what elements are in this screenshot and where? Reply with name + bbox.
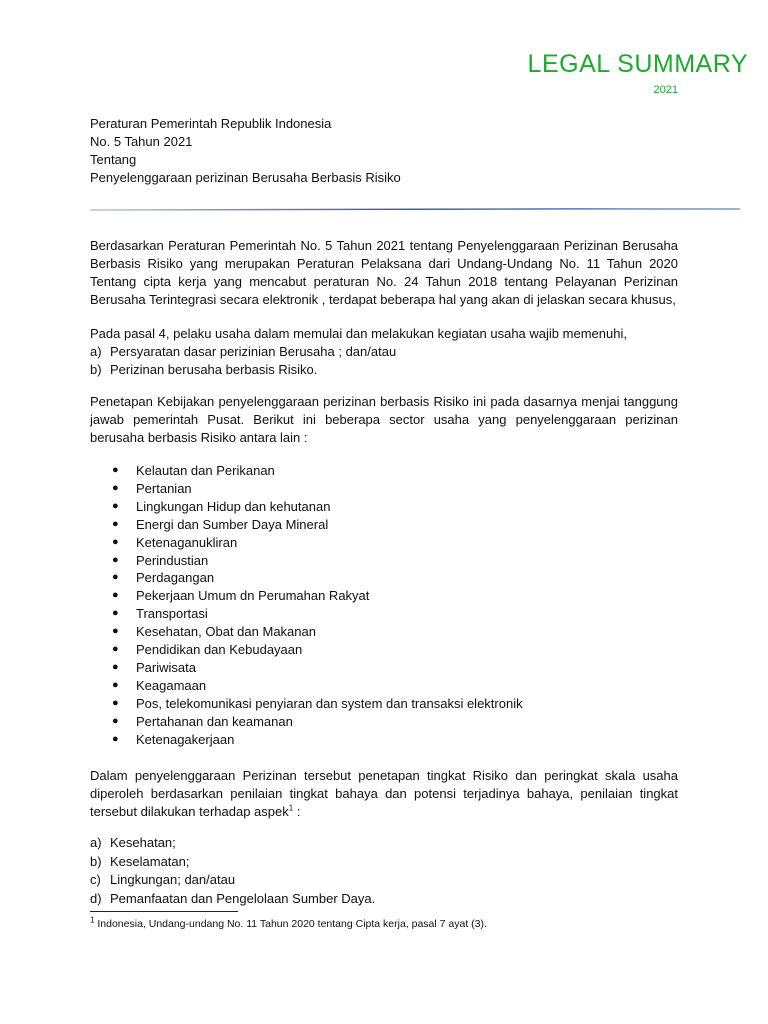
bullet-icon: ● bbox=[112, 696, 119, 709]
list-item bbox=[90, 361, 678, 379]
regulation-line-1: Peraturan Pemerintah Republik Indonesia bbox=[90, 116, 332, 131]
bullet-icon: ● bbox=[112, 589, 119, 602]
list-item bbox=[90, 890, 375, 909]
list-marker: a) bbox=[90, 835, 102, 850]
bullet-icon: ● bbox=[112, 571, 119, 584]
article-4-list bbox=[90, 343, 678, 379]
list-item bbox=[90, 853, 375, 872]
footnote-ref[interactable]: 1 bbox=[288, 803, 294, 813]
sector-text: Ketenagakerjaan bbox=[136, 731, 235, 747]
sector-text: Pendidikan dan Kebudayaan bbox=[136, 642, 303, 658]
list-marker: c) bbox=[90, 872, 101, 887]
list-marker: b) bbox=[90, 853, 102, 869]
article-4-section bbox=[90, 325, 678, 379]
article-4-intro: Pada pasal 4, pelaku usaha dalam memulai dan melakukan kegiatan usaha wajib memenuhi, bbox=[90, 326, 627, 341]
sector-text: Kelautan dan Perikanan bbox=[136, 463, 275, 478]
policy-paragraph: Penetapan Kebijakan penyelenggaraan perizinan berbasis Risiko ini pada dasarnya menjai tanggung jawab pemerintah Pusat. Berikut ini beberapa sector usaha yang penyelenggaraan perizinan berusaha berbasis Risiko antara lain : bbox=[90, 394, 678, 445]
list-item-text: Pemanfaatan dan Pengelolaan Sumber Daya. bbox=[110, 890, 376, 906]
risk-assessment-paragraph bbox=[90, 767, 678, 821]
regulation-heading bbox=[90, 115, 401, 187]
list-item-text: Lingkungan; dan/atau bbox=[110, 872, 236, 887]
aspect-list bbox=[90, 834, 375, 908]
list-marker: b) bbox=[90, 362, 102, 377]
sector-text: Pos, telekomunikasi penyiaran dan system dan transaksi elektronik bbox=[136, 695, 523, 711]
bullet-icon: ● bbox=[112, 678, 119, 691]
bullet-icon: ● bbox=[112, 464, 119, 476]
list-item bbox=[112, 731, 523, 749]
list-item bbox=[112, 587, 523, 605]
regulation-line-3: Tentang bbox=[90, 152, 137, 167]
list-item bbox=[112, 569, 523, 587]
risk-assessment-suffix: : bbox=[293, 804, 301, 819]
document-title: LEGAL SUMMARY bbox=[527, 50, 748, 78]
bullet-icon: ● bbox=[112, 607, 119, 620]
list-item bbox=[112, 677, 523, 695]
list-item-text: Perizinan berusaha berbasis Risiko. bbox=[110, 362, 318, 377]
sector-text: Pertahanan dan keamanan bbox=[136, 713, 293, 729]
sector-text: Pariwisata bbox=[136, 659, 196, 675]
list-item bbox=[112, 695, 523, 713]
sector-text: Kesehatan, Obat dan Makanan bbox=[136, 624, 316, 640]
list-item bbox=[112, 534, 523, 552]
list-item bbox=[112, 605, 523, 623]
bullet-icon: ● bbox=[112, 643, 119, 656]
sector-text: Perindustian bbox=[136, 552, 209, 568]
sector-text: Perdagangan bbox=[136, 570, 215, 586]
bullet-icon: ● bbox=[112, 481, 119, 494]
bullet-icon: ● bbox=[112, 553, 119, 566]
sector-text: Pekerjaan Umum dn Perumahan Rakyat bbox=[136, 588, 370, 604]
document-year: 2021 bbox=[653, 84, 678, 96]
bullet-icon: ● bbox=[112, 732, 119, 745]
list-item bbox=[112, 659, 523, 677]
regulation-line-4: Penyelenggaraan perizinan Berusaha Berbasis Risiko bbox=[90, 170, 401, 185]
sector-list bbox=[112, 462, 523, 749]
bullet-icon: ● bbox=[112, 517, 119, 530]
sector-text: Ketenaganukliran bbox=[136, 534, 238, 550]
list-item bbox=[112, 641, 523, 659]
bullet-icon: ● bbox=[112, 714, 119, 727]
bullet-icon: ● bbox=[112, 535, 119, 548]
list-item bbox=[112, 462, 523, 480]
sector-text: Pertanian bbox=[136, 480, 192, 496]
footnote-text: Indonesia, Undang-undang No. 11 Tahun 2020 tentang Cipta kerja, pasal 7 ayat (3). bbox=[94, 918, 487, 930]
regulation-line-2: No. 5 Tahun 2021 bbox=[90, 134, 193, 149]
sector-text: Transportasi bbox=[136, 606, 208, 622]
footnote-number: 1 bbox=[90, 915, 95, 925]
footnote-separator bbox=[90, 911, 238, 912]
list-item bbox=[90, 343, 678, 361]
bullet-icon: ● bbox=[112, 660, 119, 673]
list-item bbox=[112, 623, 523, 641]
bullet-icon: ● bbox=[112, 499, 119, 512]
list-item bbox=[112, 552, 523, 570]
section-divider bbox=[90, 208, 740, 211]
sector-text: Keagamaan bbox=[136, 677, 207, 693]
list-item bbox=[112, 480, 523, 498]
risk-assessment-text: Dalam penyelenggaraan Perizinan tersebut penetapan tingkat Risiko dan peringkat skala usaha diperoleh berdasarkan penilaian tingkat bahaya dan potensi terjadinya bahaya, penilaian tingkat tersebut dilakukan terhadap aspek bbox=[90, 768, 678, 819]
sector-text: Lingkungan Hidup dan kehutanan bbox=[136, 498, 331, 514]
list-item bbox=[90, 871, 375, 890]
list-item bbox=[112, 713, 523, 731]
list-item-text: Persyaratan dasar perizinian Berusaha ; dan/atau bbox=[110, 344, 397, 359]
list-marker: a) bbox=[90, 344, 102, 359]
list-item bbox=[90, 834, 375, 853]
list-marker: d) bbox=[90, 890, 102, 906]
bullet-icon: ● bbox=[112, 625, 119, 638]
list-item bbox=[112, 498, 523, 516]
sector-text: Energi dan Sumber Daya Mineral bbox=[136, 516, 329, 532]
footnote bbox=[90, 917, 487, 931]
list-item bbox=[112, 516, 523, 534]
intro-paragraph: Berdasarkan Peraturan Pemerintah No. 5 Tahun 2021 tentang Penyelenggaraan Perizinan Berusaha Berbasis Risiko yang merupakan Peraturan Pelaksana dari Undang-Undang No. 11 Tahun 2020 Tentang cipta kerja yang mencabut peraturan No. 24 Tahun 2018 tentang Pelayanan Perizinan Berusaha Terintegrasi secara elektronik , terdapat beberapa hal yang akan di jelaskan secara khusus, bbox=[90, 238, 678, 307]
list-item-text: Keselamatan; bbox=[110, 853, 190, 869]
list-item-text: Kesehatan; bbox=[110, 835, 176, 850]
